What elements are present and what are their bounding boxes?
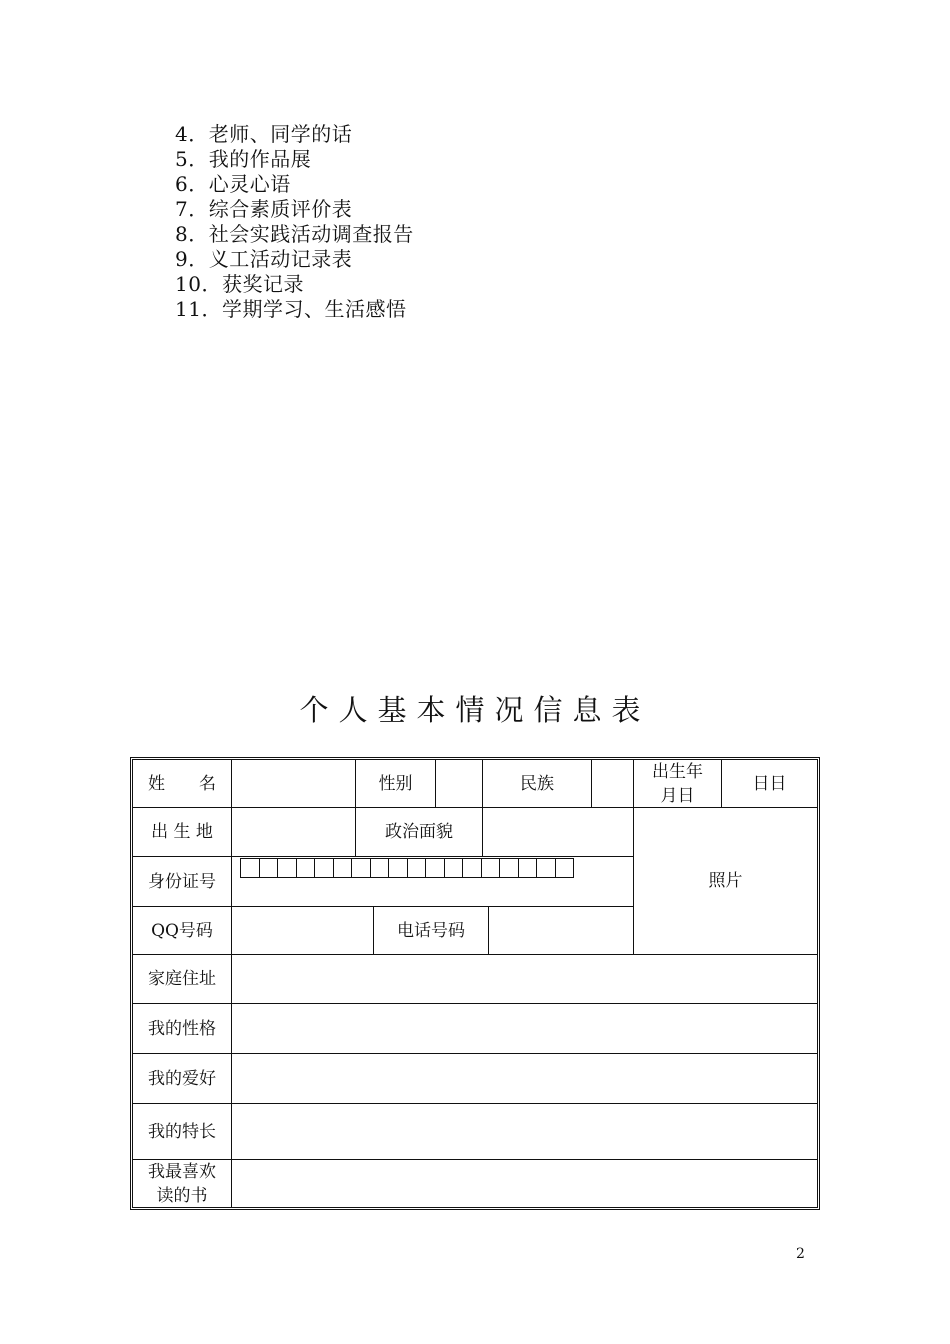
label-phone-text: 电话号码: [397, 920, 465, 941]
id-digit-boxes[interactable]: [240, 858, 574, 878]
ethnicity-field[interactable]: [591, 759, 634, 808]
toc-item: 4．老师、同学的话: [175, 122, 353, 146]
label-birth-date-line1: 出生年: [652, 761, 703, 782]
label-phone: [373, 906, 489, 955]
id-digit-box[interactable]: [260, 858, 279, 878]
id-digit-box[interactable]: [537, 858, 556, 878]
id-digit-box[interactable]: [389, 858, 408, 878]
id-digit-box[interactable]: [482, 858, 501, 878]
address-field[interactable]: [231, 954, 818, 1004]
label-birthplace: [132, 807, 232, 857]
toc-item: 6．心灵心语: [175, 172, 291, 196]
label-birth-date-line2: 月日: [660, 785, 695, 806]
label-photo: 照片: [708, 871, 743, 891]
label-personality-text: 我的性格: [148, 1018, 216, 1039]
id-digit-box[interactable]: [463, 858, 482, 878]
id-digit-box[interactable]: [315, 858, 334, 878]
page-number: 2: [796, 1246, 805, 1262]
label-birthplace-text: 出 生 地: [151, 822, 213, 842]
id-digit-box[interactable]: [445, 858, 464, 878]
label-ethnicity-text: 民族: [520, 773, 554, 794]
form-title: 个人基本情况信息表: [299, 693, 651, 727]
gender-field[interactable]: [435, 759, 483, 808]
label-hobbies-text: 我的爱好: [148, 1068, 216, 1089]
name-field[interactable]: [231, 759, 356, 808]
label-address: [132, 954, 232, 1004]
id-digit-box[interactable]: [556, 858, 575, 878]
label-qq-text: QQ号码: [151, 920, 213, 941]
table-of-contents: [175, 122, 414, 322]
toc-item: 10．获奖记录: [175, 272, 304, 296]
label-personality: [132, 1003, 232, 1054]
id-digit-box[interactable]: [426, 858, 445, 878]
label-id-number: [132, 856, 232, 907]
id-digit-box[interactable]: [278, 858, 297, 878]
id-digit-box[interactable]: [334, 858, 353, 878]
label-qq: [132, 906, 232, 955]
label-favorite-book-line1: 我最喜欢: [148, 1161, 216, 1182]
label-name-text: 姓 名: [148, 773, 216, 794]
id-digit-box[interactable]: [241, 858, 260, 878]
label-favorite-book: [132, 1159, 232, 1208]
id-digit-box[interactable]: [352, 858, 371, 878]
label-political-status: [355, 807, 483, 857]
label-address-text: 家庭住址: [148, 969, 216, 989]
specialty-field[interactable]: [231, 1103, 818, 1160]
birth-date-field[interactable]: [721, 759, 818, 808]
id-digit-box[interactable]: [519, 858, 538, 878]
label-gender-text: 性别: [378, 773, 413, 794]
label-hobbies: [132, 1053, 232, 1104]
personality-field[interactable]: [231, 1003, 818, 1054]
phone-field[interactable]: [488, 906, 634, 955]
id-digit-box[interactable]: [408, 858, 427, 878]
label-gender: [355, 759, 436, 808]
birthplace-field[interactable]: [231, 807, 356, 857]
toc-item: 8．社会实践活动调查报告: [175, 222, 414, 246]
id-digit-box[interactable]: [297, 858, 316, 878]
birth-date-value: 日日: [752, 773, 787, 794]
toc-item: 9．义工活动记录表: [175, 247, 353, 271]
label-political-status-text: 政治面貌: [385, 822, 453, 842]
toc-item: 7．综合素质评价表: [175, 197, 353, 221]
label-birth-date: [633, 759, 722, 808]
label-specialty-text: 我的特长: [148, 1121, 216, 1142]
id-digit-box[interactable]: [371, 858, 390, 878]
label-specialty: [132, 1103, 232, 1160]
label-name: [132, 759, 232, 808]
political-status-field[interactable]: [482, 807, 634, 857]
qq-field[interactable]: [231, 906, 374, 955]
label-favorite-book-line2: 读的书: [156, 1185, 208, 1206]
label-id-number-text: 身份证号: [148, 871, 216, 892]
photo-box[interactable]: [633, 807, 818, 955]
toc-item: 5．我的作品展: [175, 147, 312, 171]
toc-item: 11．学期学习、生活感悟: [175, 297, 407, 321]
hobbies-field[interactable]: [231, 1053, 818, 1104]
id-digit-box[interactable]: [500, 858, 519, 878]
favorite-book-field[interactable]: [231, 1159, 818, 1208]
label-ethnicity: [482, 759, 592, 808]
